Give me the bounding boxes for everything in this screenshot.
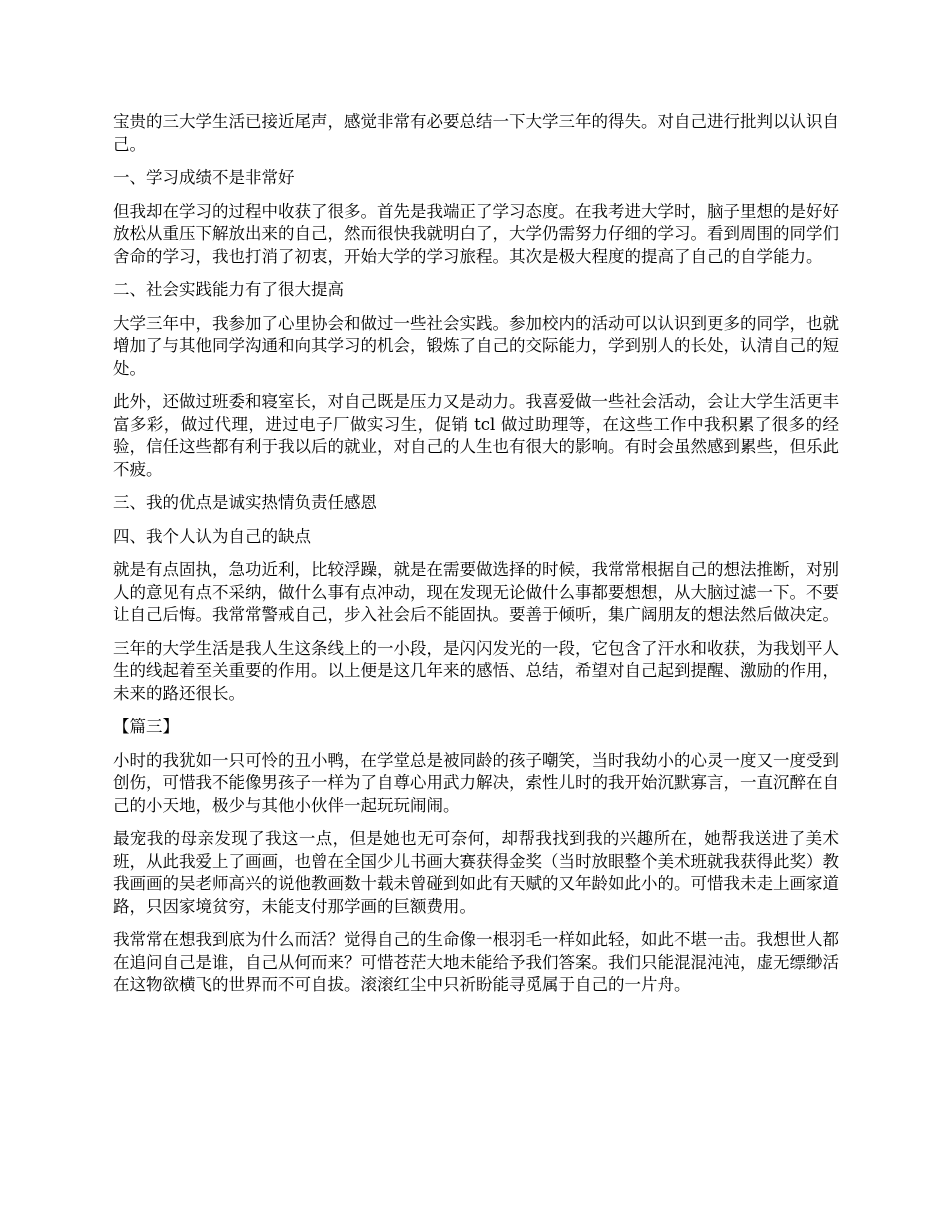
document-body: [113, 111, 839, 1008]
childhood-paragraph: 小时的我犹如一只可怜的丑小鸭，在学堂总是被同龄的孩子嘲笑，当时我幼小的心灵一度又一度受到创伤，可惜我不能像男孩子一样为了自尊心用武力解决，索性儿时的我开始沉默寡言，一直沉醉在自己的小天地，极少与其他小伙伴一起玩玩闹闹。: [113, 750, 839, 815]
weaknesses-paragraph: 就是有点固执，急功近利，比较浮躁，就是在需要做选择的时候，我常常根据自己的想法推断，对别人的意见有点不采纳，做什么事有点冲动，现在发现无论做什么事都要想想，从大脑过滤一下。不要让自己后悔。我常常警戒自己，步入社会后不能固执。要善于倾听，集广阔朋友的想法然后做决定。: [113, 560, 839, 624]
activities-paragraph: 此外，还做过班委和寝室长，对自己既是压力又是动力。我喜爱做一些社会活动，会让大学生活更丰富多彩，做过代理，进过电子厂做实习生，促销 tcl 做过助理等，在这些工作中我积累了很多的经验，信任这些都有利于我以后的就业，对自己的人生也有很大的影响。有时会虽然感到累些，但乐此不疲。: [113, 392, 839, 479]
practice-paragraph: 大学三年中，我参加了心里协会和做过一些社会实践。参加校内的活动可以认识到更多的同学，也就增加了与其他同学沟通和向其学习的机会，锻炼了自己的交际能力，学到别人的长处，认清自己的短处。: [113, 313, 839, 378]
study-paragraph: 但我却在学习的过程中收获了很多。首先是我端正了学习态度。在我考进大学时，脑子里想的是好好放松从重压下解放出来的自己，然而很快我就明白了，大学仍需努力仔细的学习。看到周围的同学们舍命的学习，我也打消了初衷，开始大学的学习旅程。其次是极大程度的提高了自己的自学能力。: [113, 201, 839, 266]
section-heading-weaknesses: 四、我个人认为自己的缺点: [113, 526, 311, 546]
intro-paragraph: 宝贵的三大学生活已接近尾声，感觉非常有必要总结一下大学三年的得失。对自己进行批判以认识自己。: [113, 112, 839, 154]
mother-paragraph: 最宠我的母亲发现了我这一点，但是她也无可奈何，却帮我找到我的兴趣所在，她帮我送进了美术班，从此我爱上了画画，也曾在全国少儿书画大赛获得金奖（当时放眼整个美术班就我获得此奖）教我画画的吴老师高兴的说他教画数十载未曾碰到如此有天赋的又年龄如此小的。可惜我未走上画家道路，只因家境贫穷，未能支付那学画的巨额费用。: [113, 829, 839, 916]
part-three-heading: 【篇三】: [113, 717, 179, 736]
reflection-paragraph: 我常常在想我到底为什么而活？觉得自己的生命像一根羽毛一样如此轻，如此不堪一击。我想世人都在追问自己是谁，自己从何而来？可惜苍茫大地未能给予我们答案。我们只能混混沌沌，虚无缥缈活在这物欲横飞的世界而不可自拔。滚滚红尘中只祈盼能寻觅属于自己的一片舟。: [113, 930, 839, 994]
conclusion-paragraph: 三年的大学生活是我人生这条线上的一小段，是闪闪发光的一段，它包含了汗水和收获，为我划平人生的线起着至关重要的作用。以上便是这几年来的感悟、总结，希望对自己起到提醒、激励的作用，未来的路还很长。: [113, 638, 839, 703]
section-heading-strengths: 三、我的优点是诚实热情负责任感恩: [113, 493, 377, 512]
section-heading-study: 一、学习成绩不是非常好: [113, 168, 295, 187]
section-heading-practice: 二、社会实践能力有了很大提高: [113, 280, 344, 299]
